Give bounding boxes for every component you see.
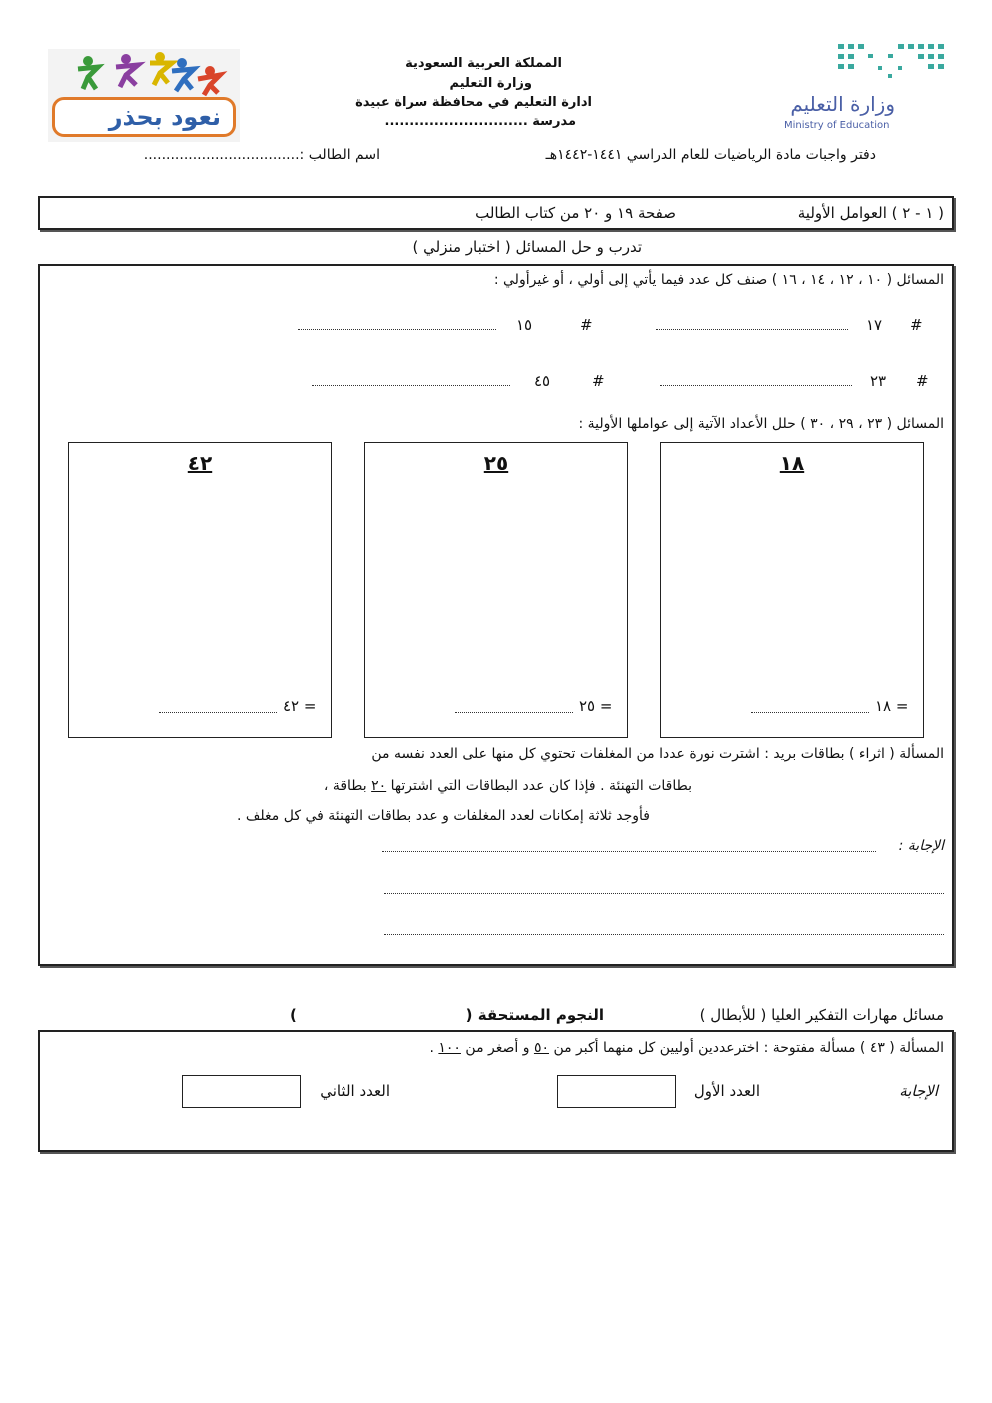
admin-name: ادارة التعليم في محافظة سراة عبيدة [355, 95, 592, 110]
factor-result-line[interactable] [455, 712, 573, 713]
moe-logo [780, 42, 955, 134]
classify-prompt: المسائل ( ١٠ ، ١٢ ، ١٤ ، ١٦ ) صنف كل عدد فيما يأتي إلى أولي ، أو غيرأولي : [493, 272, 944, 288]
factor-box[interactable] [68, 442, 332, 738]
practice-heading: تدرب و حل المسائل ( اختبار منزلي ) [412, 238, 642, 256]
q43-text-a: المسألة ( ٤٣ ) مسألة مفتوحة : اخترعددين أوليين كل منهما أكبر من [553, 1040, 944, 1056]
ministry-name: وزارة التعليم [449, 76, 532, 91]
answer-label: الإجابة : [898, 838, 944, 854]
classify-answer-line[interactable] [660, 385, 852, 386]
factor-result-label: ٢٥ = [579, 697, 613, 715]
campaign-logo [48, 49, 240, 142]
first-number-label: العدد الأول [693, 1082, 760, 1100]
enrichment-line-2 [324, 778, 692, 794]
factor-box[interactable] [660, 442, 924, 738]
second-number-input[interactable] [182, 1075, 301, 1108]
lesson-pages: صفحة ١٩ و ٢٠ من كتاب الطالب [475, 204, 676, 222]
enrichment-line-3: فأوجد ثلاثة إمكانات لعدد المغلفات و عدد بطاقات التهنئة في كل مغلف . [237, 808, 650, 824]
classify-number: ٢٣ [870, 372, 887, 390]
moe-english-name: Ministry of Education [784, 120, 890, 131]
classify-answer-line[interactable] [312, 385, 510, 386]
answer-line[interactable] [384, 934, 944, 935]
stars-label: النجوم المستحقة ( [465, 1006, 604, 1024]
classify-number: ١٥ [516, 316, 533, 334]
hash-mark: # [916, 372, 929, 390]
hash-mark: # [910, 316, 923, 334]
notebook-title: دفتر واجبات مادة الرياضيات للعام الدراسي ١٤٤١-١٤٤٢هـ [545, 147, 876, 163]
stars-close: ) [290, 1006, 297, 1024]
factor-prompt: المسائل ( ٢٣ ، ٢٩ ، ٣٠ ) حلل الأعداد الآتية إلى عواملها الأولية : [578, 416, 944, 432]
factor-box-title: ٤٢ [187, 451, 213, 475]
hots-heading: مسائل مهارات التفكير العليا ( للأبطال ) [699, 1006, 944, 1024]
answer-line[interactable] [384, 893, 944, 894]
q43-text [429, 1040, 944, 1056]
factor-result-line[interactable] [751, 712, 869, 713]
q43-number-1: ٥٠ [533, 1040, 549, 1056]
campaign-logo-text: نعود بحذر [108, 103, 221, 131]
enrichment-text-b: بطاقة ، [323, 778, 367, 794]
lesson-title-box [38, 196, 954, 230]
children-figures-icon [48, 49, 240, 99]
second-number-label: العدد الثاني [320, 1082, 390, 1100]
factor-box-title: ١٨ [779, 451, 805, 475]
moe-dots-icon [836, 42, 946, 82]
classify-answer-line[interactable] [656, 329, 848, 330]
first-number-input[interactable] [557, 1075, 676, 1108]
answer-line[interactable] [382, 851, 876, 852]
classify-answer-line[interactable] [298, 329, 496, 330]
campaign-logo-text-box [52, 97, 236, 137]
moe-arabic-name: وزارة التعليم [790, 92, 895, 116]
hash-mark: # [580, 316, 593, 334]
enrichment-line-1: المسألة ( اثراء ) بطاقات بريد : اشترت نورة عددا من المغلفات تحتوي كل منها على العدد نفسه من [371, 746, 944, 762]
factor-box-title: ٢٥ [483, 451, 509, 475]
factor-box[interactable] [364, 442, 628, 738]
factor-result-line[interactable] [159, 712, 277, 713]
classify-number: ٤٥ [534, 372, 551, 390]
lesson-title: ( ١ - ٢ ) العوامل الأولية [797, 204, 944, 222]
factor-result-label: ١٨ = [875, 697, 909, 715]
student-name-field[interactable]: اسم الطالب :................................... [143, 147, 380, 163]
hash-mark: # [592, 372, 605, 390]
q43-text-b: و أصغر من [465, 1040, 530, 1056]
q43-answer-label: الإجابة [899, 1082, 938, 1100]
enrichment-text-a: بطاقات التهنئة . فإذا كان عدد البطاقات التي اشترتها [390, 778, 692, 794]
q43-number-2: ١٠٠ [438, 1040, 461, 1056]
factor-result-label: ٤٢ = [283, 697, 317, 715]
school-name: مدرسة ............................. [384, 114, 576, 129]
kingdom-name: المملكة العربية السعودية [405, 56, 562, 71]
enrichment-number: ٢٠ [371, 778, 387, 794]
q43-text-c: . [429, 1040, 434, 1056]
classify-number: ١٧ [866, 316, 883, 334]
